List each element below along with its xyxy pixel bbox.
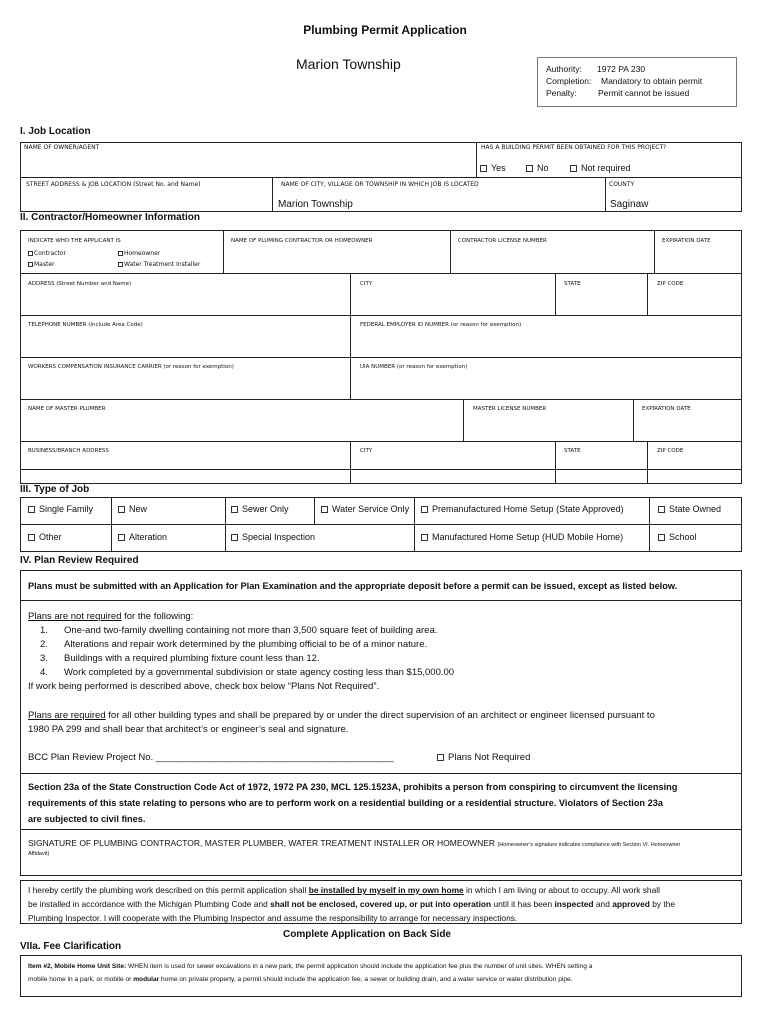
new-option[interactable]: New — [118, 504, 147, 514]
county-value: Saginaw — [610, 199, 649, 210]
new-checkbox[interactable] — [118, 506, 125, 513]
exemption-item-4: 4. Work completed by a governmental subdivision or state agency costing less than $15,000.00 — [40, 667, 455, 678]
address-zip-cell[interactable] — [647, 273, 742, 316]
master-exp-label: EXPIRATION DATE — [642, 406, 691, 412]
section-23a-line-3: are subjected to civil fines. — [28, 814, 146, 824]
form-title: Plumbing Permit Application — [303, 23, 467, 37]
permit-yes-option[interactable]: Yes — [480, 163, 506, 173]
plan-review-divider-1 — [20, 600, 742, 601]
plans-not-required-option[interactable]: Plans Not Required — [437, 752, 530, 763]
certify-line-1: I hereby certify the plumbing work described on this permit application shall be installed by myself in my own home in which I am living or about to occupy. All work shall — [28, 885, 660, 895]
single-family-option[interactable]: Single Family — [28, 504, 93, 514]
manufactured-checkbox[interactable] — [421, 534, 428, 541]
phone-label: TELEPHONE NUMBER (Include Area Code) — [28, 322, 143, 328]
penalty-label: Penalty: — [546, 88, 577, 98]
water-service-checkbox[interactable] — [321, 506, 328, 513]
township-name: Marion Township — [296, 56, 401, 72]
plans-not-required-checkbox[interactable] — [437, 754, 444, 761]
street-address-label: STREET ADDRESS & JOB LOCATION (Street No. and Name) — [26, 181, 201, 188]
other-checkbox[interactable] — [28, 534, 35, 541]
county-label: COUNTY — [609, 181, 635, 188]
section-4-heading: IV. Plan Review Required — [20, 555, 139, 566]
contractor-name-cell[interactable] — [223, 230, 451, 274]
no-checkbox[interactable] — [526, 165, 533, 172]
exemption-item-3: 3. Buildings with a required plumbing fixture count less than 12. — [40, 653, 320, 664]
alteration-option[interactable]: Alteration — [118, 532, 167, 542]
fee-line-2: mobile home in a park, or mobile or modular home on private property, a permit should include the application fee, a sewer or building drain, and a water service or water distribution pipe. — [28, 976, 573, 983]
contractor-checkbox[interactable] — [28, 251, 33, 256]
certify-line-2: be installed in accordance with the Michigan Plumbing Code and shall not be enclosed, covered up, or put into operation until it has been inspected and approved by the — [28, 899, 676, 909]
exemption-item-1: 1. One-and two-family dwelling containing not more than 3,500 square feet of building area. — [40, 625, 438, 636]
workers-comp-label: WORKERS COMPENSATION INSURANCE CARRIER (or reason for exemption) — [28, 364, 234, 370]
uia-label: UIA NUMBER (or reason for exemption) — [360, 364, 468, 370]
permit-question-label: HAS A BUILDING PERMIT BEEN OBTAINED FOR THIS PROJECT? — [481, 144, 667, 151]
plan-review-divider-2 — [20, 773, 742, 774]
signature-note-2: Affidavit) — [28, 851, 50, 857]
fee-line-1: Item #2, Mobile Home Unit Site: WHEN item is used for sewer excavations in a new park, the permit application should include the application fee plus the number of unit sites. WHEN setting a — [28, 963, 593, 970]
authority-value: 1972 PA 230 — [597, 64, 646, 74]
section-23a-line-1: Section 23a of the State Construction Code Act of 1972, 1972 PA 230, MCL 125.1523A, prohibits a person from conspiring to circumvent the licensing — [28, 782, 678, 792]
homeowner-checkbox[interactable] — [118, 251, 123, 256]
master-name-label: NAME OF MASTER PLUMBER — [28, 406, 106, 412]
state-owned-checkbox[interactable] — [658, 506, 665, 513]
signature-note: (Homeowner’s signature indicates compliance with Section VI. Homeowner — [497, 842, 681, 848]
homeowner-option[interactable]: Homeowner — [118, 250, 160, 257]
back-side-note: Complete Application on Back Side — [283, 929, 451, 940]
yes-checkbox[interactable] — [480, 165, 487, 172]
completion-label: Completion: — [546, 76, 592, 86]
business-zip-label: ZIP CODE — [657, 448, 684, 454]
section-3-heading: III. Type of Job — [20, 484, 90, 495]
water-service-option[interactable]: Water Service Only — [321, 504, 409, 514]
permit-no-option[interactable]: No — [526, 163, 549, 173]
city-label: NAME OF CITY, VILLAGE OR TOWNSHIP IN WHICH JOB IS LOCATED — [281, 181, 479, 188]
applicant-type-label: INDICATE WHO THE APPLICANT IS — [28, 238, 121, 244]
master-option[interactable]: Master — [28, 261, 55, 268]
city-value: Marion Township — [278, 199, 353, 210]
address-city-cell[interactable] — [350, 273, 556, 316]
school-option[interactable]: School — [658, 532, 697, 542]
section-1-heading: I. Job Location — [20, 126, 91, 137]
not-required-checkbox[interactable] — [570, 165, 577, 172]
alteration-checkbox[interactable] — [118, 534, 125, 541]
contractor-name-label: NAME OF PLUMING CONTRACTOR OR HOMEOWNER — [231, 238, 373, 244]
business-address-label: BUSINESS/BRANCH ADDRESS — [28, 448, 109, 454]
sewer-only-option[interactable]: Sewer Only — [231, 504, 289, 514]
fee-heading: VIIa. Fee Clarification — [20, 941, 122, 952]
address-state-cell[interactable] — [555, 273, 648, 316]
single-family-checkbox[interactable] — [28, 506, 35, 513]
signature-label: SIGNATURE OF PLUMBING CONTRACTOR, MASTER PLUMBER, WATER TREATMENT INSTALLER OR HOMEOWNER (Homeowner’s signature indicates compliance with Section VI. Homeowner — [28, 838, 681, 848]
plans-required-line-1: Plans are required for all other building types and shall be prepared by or under the direct supervision of an architect or engineer licensed pursuant to — [28, 710, 655, 721]
premanufactured-checkbox[interactable] — [421, 506, 428, 513]
plans-required-line-2: 1980 PA 299 and shall bear that architect’s or engineer’s seal and signature. — [28, 724, 349, 735]
contractor-license-cell[interactable] — [450, 230, 655, 274]
permit-not-required-option[interactable]: Not required — [570, 163, 631, 173]
water-treatment-checkbox[interactable] — [118, 262, 123, 267]
section-2-heading: II. Contractor/Homeowner Information — [20, 212, 201, 223]
expiration-cell[interactable] — [654, 230, 742, 274]
master-license-label: MASTER LICENSE NUMBER — [473, 406, 547, 412]
plans-not-required-line: Plans are not required for the following: — [28, 611, 194, 622]
authority-label: Authority: — [546, 64, 582, 74]
water-treatment-option[interactable]: Water Treatment Installer — [118, 261, 200, 268]
expiration-label: EXPIRATION DATE — [662, 238, 711, 244]
address-state-label: STATE — [564, 281, 581, 287]
signature-field[interactable] — [21, 830, 741, 875]
section-23a-line-2: requirements of this state relating to persons who are to perform work on a residential building or a residential structure. Violators of Section 23a — [28, 798, 663, 808]
address-label: ADDRESS (Street Number and Name) — [28, 281, 132, 287]
bcc-project-number[interactable]: BCC Plan Review Project No. _____________________________________________ — [28, 752, 394, 763]
master-checkbox[interactable] — [28, 262, 33, 267]
special-inspection-option[interactable]: Special Inspection — [231, 532, 315, 542]
manufactured-option[interactable]: Manufactured Home Setup (HUD Mobile Home) — [421, 532, 623, 542]
contractor-license-label: CONTRACTOR LICENSE NUMBER — [458, 238, 547, 244]
contractor-option[interactable]: Contractor — [28, 250, 66, 257]
certify-line-3: Plumbing Inspector. I will cooperate with the Plumbing Inspector and assume the responsibility to arrange for necessary inspections. — [28, 913, 518, 923]
address-zip-label: ZIP CODE — [657, 281, 684, 287]
sewer-only-checkbox[interactable] — [231, 506, 238, 513]
exemption-item-2: 2. Alterations and repair work determined by the plumbing official to be of a minor nature. — [40, 639, 428, 650]
address-cell[interactable] — [20, 273, 351, 316]
business-state-label: STATE — [564, 448, 581, 454]
fein-label: FEDERAL EMPLOYER ID NUMBER (or reason for exemption) — [360, 322, 522, 328]
check-note: If work being performed is described above, check box below “Plans Not Required”. — [28, 681, 380, 692]
penalty-value: Permit cannot be issued — [598, 88, 690, 98]
owner-name-label: NAME OF OWNER/AGENT — [24, 144, 100, 151]
special-inspection-checkbox[interactable] — [231, 534, 238, 541]
premanufactured-option[interactable]: Premanufactured Home Setup (State Approved) — [421, 504, 624, 514]
business-city-cell[interactable] — [350, 441, 556, 484]
school-checkbox[interactable] — [658, 534, 665, 541]
address-city-label: CITY — [360, 281, 373, 287]
completion-value: Mandatory to obtain permit — [601, 76, 703, 86]
other-option[interactable]: Other — [28, 532, 62, 542]
state-owned-option[interactable]: State Owned — [658, 504, 721, 514]
plan-review-intro: Plans must be submitted with an Application for Plan Examination and the appropriate deposit before a permit can be issued, except as listed below. — [28, 581, 678, 591]
business-city-label: CITY — [360, 448, 373, 454]
